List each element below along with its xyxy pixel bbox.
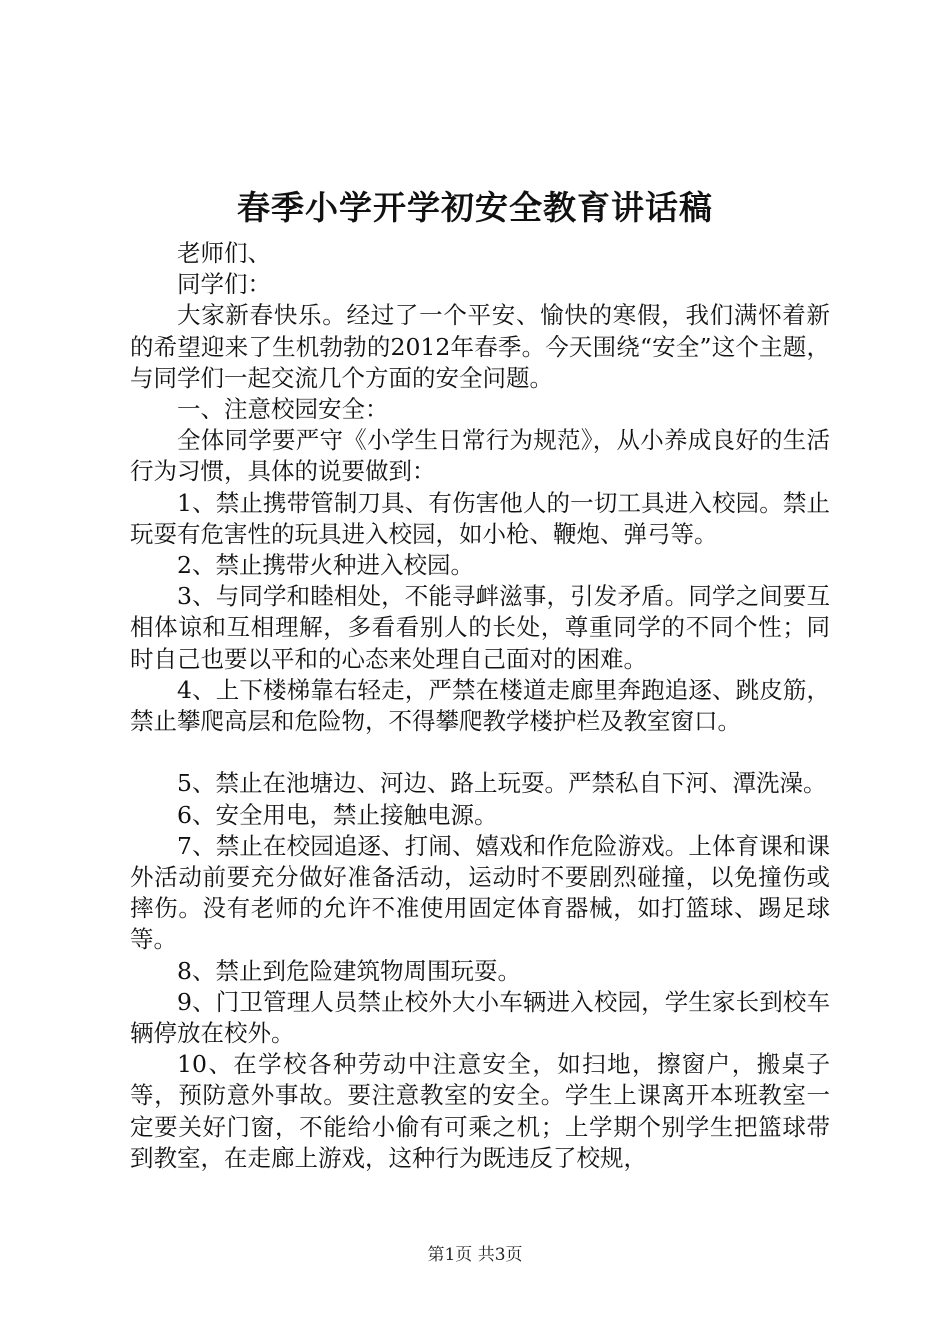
rule-item-1: 1、禁止携带管制刀具、有伤害他人的一切工具进入校园。禁止玩耍有危害性的玩具进入校园，如小枪、鞭炮、弹弓等。	[130, 488, 830, 548]
intro-paragraph: 大家新春快乐。经过了一个平安、愉快的寒假，我们满怀着新的希望迎来了生机勃勃的2012年春季。今天围绕“安全”这个主题，与同学们一起交流几个方面的安全问题。	[130, 301, 830, 392]
rule-item-5: 5、禁止在池塘边、河边、路上玩耍。严禁私自下河、潭洗澡。	[177, 769, 827, 798]
rule-item-6: 6、安全用电，禁止接触电源。	[177, 800, 498, 829]
rule-item-4: 4、上下楼梯靠右轻走，严禁在楼道走廊里奔跑追逐、跳皮筋，禁止攀爬高层和危险物，不得攀爬教学楼护栏及教室窗口。	[130, 675, 830, 736]
rule-item-3: 3、与同学和睦相处，不能寻衅滋事，引发矛盾。同学之间要互相体谅和互相理解，多看看别人的长处，尊重同学的不同个性；同时自己也要以平和的心态来处理自己面对的困难。	[130, 582, 830, 673]
page-number: 第1页 共3页	[427, 1245, 523, 1265]
paragraph-spacer	[130, 737, 830, 768]
rule-item-10: 10、在学校各种劳动中注意安全，如扫地，擦窗户，搬桌子等，预防意外事故。要注意教室的安全。学生上课离开本班教室一定要关好门窗，不能给小偷有可乘之机；上学期个别学生把篮球带到教室，在走廊上游戏，这种行为既违反了校规，	[130, 1050, 830, 1172]
rule-item-7: 7、禁止在校园追逐、打闹、嬉戏和作危险游戏。上体育课和课外活动前要充分做好准备活动，运动时不要剧烈碰撞，以免撞伤或摔伤。没有老师的允许不准使用固定体育器械，如打篮球、踢足球等。	[130, 831, 830, 954]
salutation-teachers: 老师们、	[177, 239, 271, 267]
salutation-students: 同学们：	[177, 270, 271, 299]
rules-intro-paragraph: 全体同学要严守《小学生日常行为规范》，从小养成良好的生活行为习惯，具体的说要做到：	[130, 426, 830, 486]
rule-item-8: 8、禁止到危险建筑物周围玩耍。	[177, 956, 521, 985]
section-heading: 一、注意校园安全：	[177, 395, 389, 424]
rule-item-9: 9、门卫管理人员禁止校外大小车辆进入校园，学生家长到校车辆停放在校外。	[130, 987, 830, 1048]
document-body	[130, 238, 830, 1174]
document-title: 春季小学开学初安全教育讲话稿	[237, 188, 713, 227]
rule-item-2: 2、禁止携带火种进入校园。	[177, 551, 474, 580]
